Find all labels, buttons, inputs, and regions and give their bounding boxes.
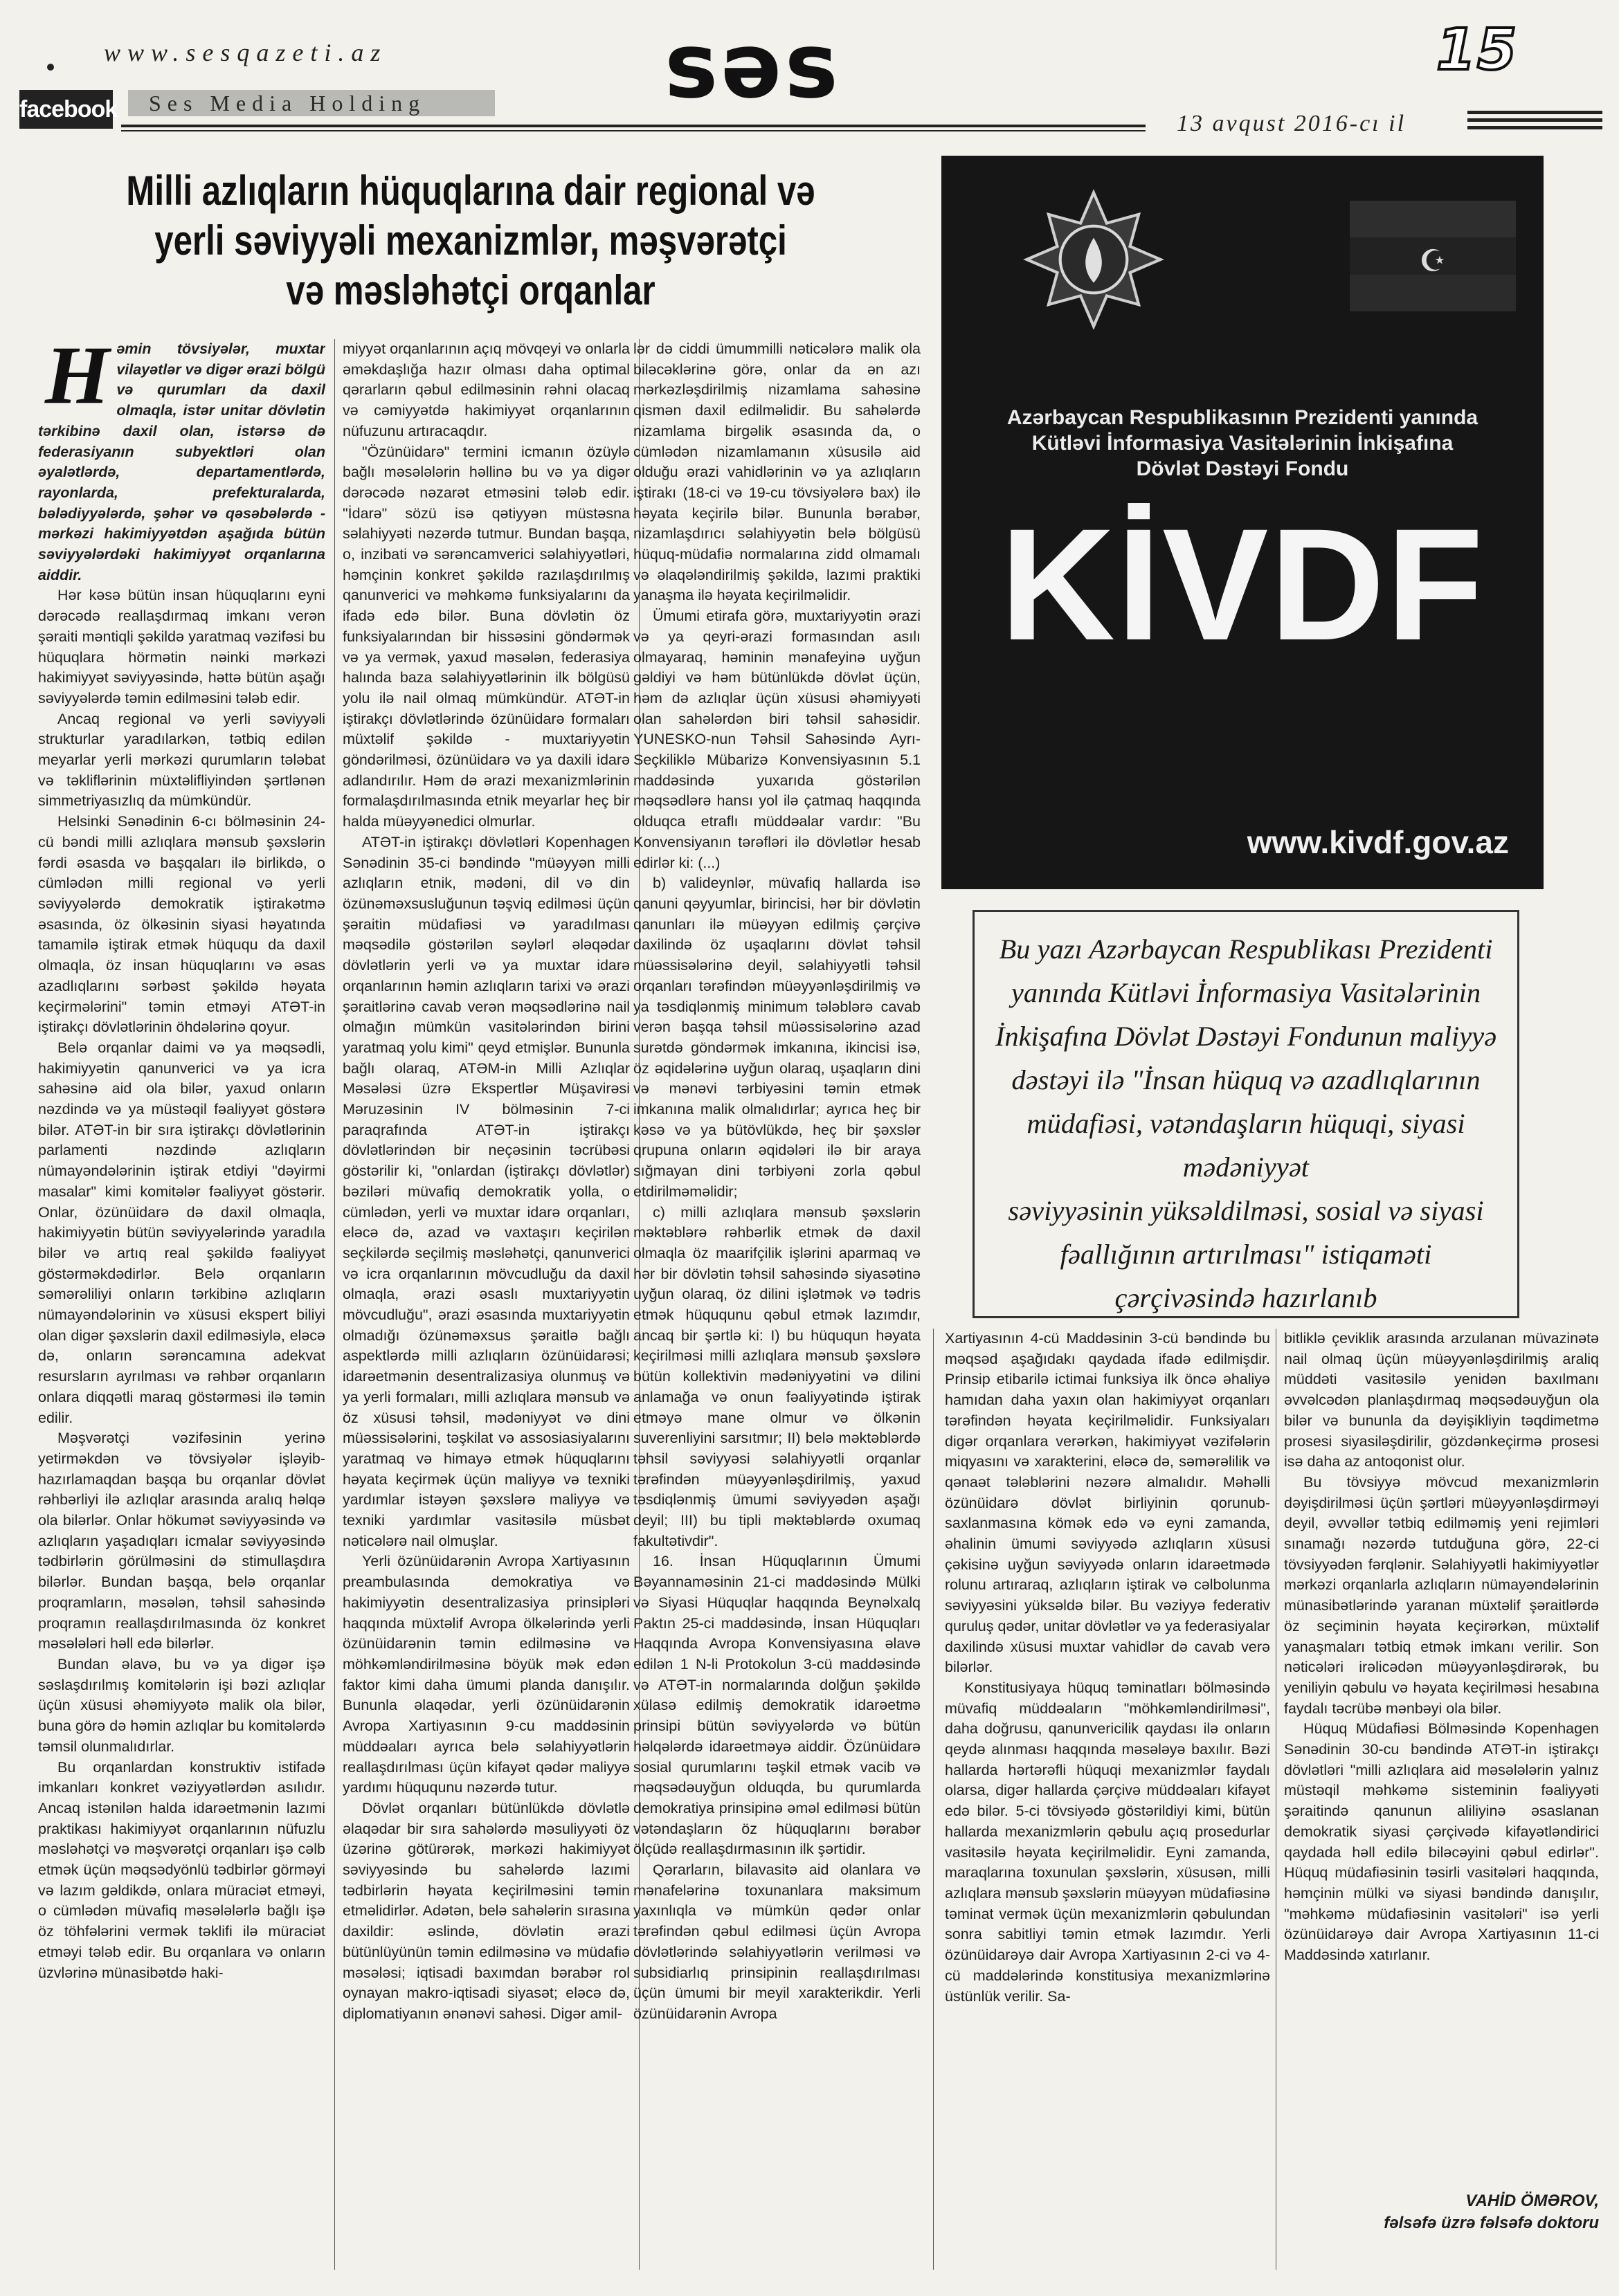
newspaper-logo: səs [664, 13, 841, 118]
drop-cap: H [45, 339, 110, 421]
paragraph: 16. İnsan Hüquqlarının Ümumi Bəyannaməsinin 21-ci maddəsində Mülki və Siyasi Hüquqlar haqqında Beynəlxalq Paktın 25-ci maddəsində, İnsan Hüquqları Haqqında Avropa Konvensiyasına əlavə edilən 1 N-li Protokolun 3-cü maddəsində və ATƏT-in normalarında dolğun şəkildə xülasə edilmiş demokratik idarəetmə prinsipi bütün səviyyələrdə və bütün həlqələrdə idarəetməyə aiddir. Özünüidarə sosial qurumlarını təşkil etmək vacib və məqsədəuyğun olduqda, bu qurumlarda demokratiya prinsipinə əməl edilməsi bütün vətəndaşların öz hüquqlarını bərabər ölçüdə reallaşdırmasının ilk şərtidir. [633, 1553, 921, 1858]
paragraph: Ümumi etirafa görə, muxtariyyətin ərazi və ya qeyri-ərazi formasından asılı olmayaraq, həminin mənafeyinə uyğun gəldiyi və həm bütünlükdə dövlət üçün, həm də azlıqlar üçün xüsusi əhəmiyyəti olan sahələrdən biri təhsil sahəsidir. YUNESKO-nun Təhsil Sahəsində Ayrı-Seçkiliklə Mübarizə Konvensiyasının 5.1 maddəsində yuxarıda göstərilən məqsədlərə hansı yol ilə çatmaq haqqında olduqca etraflı müddəalar vardır: "Bu Konvensiyanın tərəfləri ilə dövlətlər hesab edirlər ki: (...) [633, 608, 921, 871]
paragraph: Hüquq Müdafiəsi Bölməsində Kopenhagen Sənədinin 30-cu bəndində ATƏT-in iştirakçı dövlətləri "milli azlıqlara aid məsələlərin yalnız müstəqil məhkəmə sisteminin fəaliyyəti şəraitində qanunun aliliyinə əsaslanan demokratik siyasi çərçivədə kifayətləndirici qaydada həll edilə biləcəyini qəbul edirlər". Hüquq müdafiəsinin təsirli vasitələri haqqında, həmçinin mülki və siyasi bəndində danışılır, "məhkəmə müdafiəsinin vasitələri" isə yerli özünüidarəyə dair Avropa Xartiyasının 11-ci Maddəsində xatırlanır. [1284, 1720, 1599, 1964]
article-column-3 [633, 339, 921, 2270]
sponsor-note-line: səviyyəsinin yüksəldilməsi, sosial və siyasi [1008, 1195, 1484, 1226]
date-decoration-lines [1467, 111, 1602, 134]
paragraph: Helsinki Sənədinin 6-cı bölməsinin 24-cü bəndi milli azlıqlara mənsub şəxslərin fərdi əsasda və başqaları ilə birlikdə, o cümlədən milli regional və yerli səviyyələrdə demokratik iştirakətmə əsasında, öz ölkəsinin siyasi həyatında tamamilə iştirak etmək hüququ da daxil olmaqla, öz insan hüquqlarını və əsas azadlıqlarını sərbəst şəkildə həyata keçirmələrini" təmin etməyi ATƏT-in iştirakçı dövlətlərinin öhdələrinə qoyur. [38, 813, 325, 1036]
paragraph: miyyət orqanlarının açıq mövqeyi və onlarla əməkdaşlığa hazır olması daha optimal qərarların qəbul edilməsinin rəhni olacaq və cəmiyyətdə hakimiyyət orqanlarının nüfuzunu artıracaqdır. [343, 340, 630, 439]
paragraph: Bu tövsiyyə mövcud mexanizmlərin dəyişdirilməsi üçün şərtləri müəyyənləşdirməyi deyil, əvvəllər tətbiq edilməmiş yeni rejimləri sınamağı nəzərdə tutduğuna görə, 22-ci tövsiyyədən fərqlənir. Səlahiyyətli hakimiyyətlər mərkəzi orqanlarla azlıqların nümayəndələrinin münasibətlərində yaranan müxtəlif şəraitlərdə öz seçiminin həyata keçirərkən, müxtəlif yanaşmaları tətbiq etmək imkanı verilir. Son nəticələri irəlicədən müəyyənləşdirərək, bu yeniliyin qəbulu və həyata keçirilməsi hesabına faydalı təcrübə mənbəyi ola bilər. [1284, 1473, 1599, 1717]
author-title: fəlsəfə üzrə fəlsəfə doktoru [1384, 2214, 1599, 2232]
paragraph: "Özünüidarə" termini icmanın özüylə bağlı məsələlərin həllinə bu və ya digər dərəcədə nəzarət etməsini tələb edir. "İdarə" sözü isə qətiyyən müstəsna səlahiyyəti nəzərdə tutmur. Bundan başqa, o, inzibati və sərəncamverici səlahiyyətləri, həmçinin konkret şəkildə razılaşdırılmış qanunverici və məhkəmə funksiyalarını da ifadə edə bilər. Buna dövlətin öz funksiyalarından bir hissəsini göndərmək və ya vermək, yaxud məsələn, federasiya halında baza səlahiyyətlərinin ilk bölgüsü yolu ilə nail olmaq mümkündür. ATƏT-in iştirakçı dövlətlərində özünüidarə formaları müxtəlif şəkildə - muxtariyyətin göndərilməsi, özünüidarə və ya daxili idarə adlandırılır. Həm də ərazi mexanizmlərinin formalaşdırılmasında etnik meyarlar heç bir halda müəyyənedici olmurlar. [343, 443, 630, 830]
page-number: 15 [1436, 17, 1519, 83]
paragraph: b) valideynlər, müvafiq hallarda isə qanuni qəyyumlar, birincisi, hər bir dövlətin qanunları ilə müəyyən edilmiş çərçivə daxilində öz uşaqlarını dövlət təhsil müəssisələrinə deyil, səlahiyyətli təhsil orqanları tərəfindən müəyyənləşdirilmiş və ya təsdiqlənmiş minimum tələblərə cavab verən başqa təhsil müəssisələrinə azad surətdə göndərmək imkanına, ikincisi isə, öz əqidələrinə uyğun olaraq, uşaqların dini və mənəvi tərbiyəsini təmin etmək imkanına malik olmalıdırlar; ayrıca heç bir kəsə və ya bütövlükdə, heç bir şəxslər qrupuna onların əqidələri ilə bir araya sığmayan dini tərbiyəni zorla qəbul etdirilməməlidir; [633, 875, 921, 1200]
paragraph: Belə orqanlar daimi və ya məqsədli, hakimiyyətin qanunverici və ya icra sahəsinə aid ola bilər, yaxud onların nəzdində və ya müstəqil fəaliyyət göstərə bilər. ATƏT-in bir sıra iştirakçı dövlətlərinin parlamenti nəzdində azlıqların nümayəndələrinin iştirak etdiyi "dəyirmi masalar" kimi komitələr fəaliyyət göstərir. Onlar, özünüidarə də daxil olmaqla, hakimiyyətin bütün səviyyələrində yaradıla bilər və artıq real şəkildə fəaliyyət göstərməkdədirlər. Belə orqanların səmərəliliyi onların tərkibinə azlıqların nümayəndələrinin və xüsusi ekspert biliyi olan digər şəxslərin daxil edilməsiylə, eləcə də, onların sərəncamına adekvat resursların ayrılması və rəhbər orqanların onlara diqqətli maraq göstərməsi ilə təmin edilir. [38, 1039, 325, 1426]
article-column-5 [1284, 1329, 1599, 2180]
paragraph: Məşvərətçi vəzifəsinin yerinə yetirməkdən və tövsiyələr işləyib-hazırlamaqdan başqa bu orqanlar dövlət rəhbərliyi ilə azlıqlar arasında aralıq həlqə ola bilərlər. Onlar hökumət səviyyəsində və azlıqların yaşadıqları icmalar səviyyəsində tədbirlərin görülməsini də stimullaşdıra bilərlər. Bundan başqa, belə orqanlar proqramların, məsələn, təhsil sahəsində proqramın reallaşdırılmasında öz konkret məsələləri həll edə bilərlər. [38, 1430, 325, 1652]
flag-crescent-star: ☪ [1419, 244, 1447, 279]
sponsor-note [986, 927, 1505, 1320]
ad-org-line: Kütləvi İnformasiya Vasitələrinin İnkişafına [1031, 432, 1454, 455]
paragraph: Xartiyasının 4-cü Maddəsinin 3-cü bəndində bu məqsəd aşağıdakı qaydada ifadə edilmişdir. Prinsip etibarilə ictimai funksiya ilk öncə əhaliyə hamıdan daha yaxın olan hakimiyyət orqanları tərəfindən həyata keçirilməlidir. Funksiyaları digər orqanlara verərkən, hakimiyyət vəzifələrin miqyasını və xarakterini, eləcə də, səmərəlilik və qənaət tələblərini nəzərə almalıdır. Məhəlli özünüidarə dövlət birliyinin qorunub-saxlanmasına kömək edə və eyni zamanda, əhalinin ümumi səviyyədə azlıqların xüsusi çəkisinə uyğun səviyyədə onların idarəetmədə rolunu artıraraq, azlıqların iştirak və cəlbolunma səviyyəsini yüksəldə bilər. Bu vəziyyə federativ quruluş qədər, unitar dövlətlər və ya federasiyalar daxilində xüsusi muxtar vahidlər də cavab verə bilərlər. [945, 1330, 1270, 1676]
article-column-2 [343, 339, 630, 2270]
author-signature [1260, 2190, 1599, 2234]
issue-date: 13 avqust 2016-cı il [1177, 111, 1407, 136]
ad-brand: KİVDF [1000, 495, 1485, 673]
title-line: Milli azlıqların hüquqlarına dair regional və [126, 167, 815, 214]
paragraph: c) milli azlıqlara mənsub şəxslərin məktəblərə rəhbərlik etmək də daxil olmaqla öz maarifçilik işlərini aparmaq və hər bir dövlətin təhsil sahəsində siyasətinə uyğun olaraq, öz dilini işlətmək və tədris etmək hüququnu qəbul etmək lazımdır, ancaq bir şərtlə ki: I) bu hüququn həyata keçirilməsi milli azlıqlara mənsub şəxslərə bütün kollektivin mədəniyyətini və dilini anlamağa və onun fəaliyyətində iştirak etməyə mane olmur və ölkənin suverenliyini sarsıtmır; II) belə məktəblərdə təhsil səviyyəsi səlahiyyətli orqanlar tərəfindən müəyyənləşdirilmiş, yaxud təsdiqlənmiş ümumi səviyyədən aşağı deyil; III) bu tipli məktəblərdə oxumaq fakultətivdir". [633, 1203, 921, 1549]
paragraph: Konstitusiyaya hüquq təminatları bölməsində müvafiq müddəaların "möhkəmləndirilməsi", daha doğrusu, qanunvericilik qaydası ilə onların qeydə alınması haqqında məsələyə baxılır. Bəzi hallarda hərtərəfli hüquqi mexanizmlər faydalı olarsa, digər hallarda çərçivə müddəaları kifayət edə bilər. 5-ci tövsiyədə göstərildiyi kimi, bütün hallarda mexanizmlərin qəbulu açıq prosedurlar vasitəsilə həyata keçirilməlidir. Eyni zamanda, maraqlarına toxunulan şəxslərin, xüsusən, milli azlıqlara mənsub şəxslərin müəyyən müdafiəsinə təminat vermək üçün mexanizmlərin qəbulundan sonra sabitliyi təmin etmək lazımdır. Yerli özünüidarəyə dair Avropa Xartiyasının 2-ci və 4-cü maddələrində konstitusiya mexanizmlərinə üstünlük verilir. Sa- [945, 1679, 1270, 2005]
site-url[interactable]: www.sesqazeti.az [104, 39, 388, 66]
facebook-badge[interactable]: facebook [19, 90, 113, 129]
sponsor-note-line: çərçivəsində hazırlanıb [1114, 1282, 1377, 1313]
paragraph: Bu orqanlardan konstruktiv istifadə imkanları konkret vəziyyətlərdən asılıdır. Ancaq istənilən halda idarəetmənin lazımi praktikası hakimiyyət orqanlarının nüfuzlu məsləhətçi və məşvərətçi orqanları işə cəlb etmək üçün məqsədyönlü tədbirlər görməyi və lazım gəldikdə, onlara müraciət etməyi, o cümlədən müvafiq məsələlərlə bağlı işə öz töhfələrini vermək təklifi ilə müraciət etməyi tələb edir. Bu orqanlara və onların üzvlərinə münasibətdə haki- [38, 1758, 325, 1981]
column-rule [933, 1329, 934, 2270]
bullet-dot [47, 64, 54, 71]
paragraph: ATƏT-in iştirakçı dövlətləri Kopenhagen Sənədinin 35-ci bəndində "müəyyən milli azlıqların etnik, mədəni, dil və din özünəməxsusluğunun təşviq edilməsi üçün şəraitin müdafiəsi və yaradılması məqsədilə göstərilən səylərl ələqədar dövlətlərin yerli və ya muxtar idarə orqanlarının həmin azlıqların tarixi və ərazi şəraitlərinə cavab verən məqsədlərinə nail olmağın mümkün vasitələrindən birini yaratmaq yolu kimi" qeyd etmişlər. Bununla bağlı olaraq, ATƏM-in Milli Azlıqlar Məsələsi üzrə Ekspertlər Müşavirəsi Məruzəsinin IV bölməsinin 7-ci paraqrafında ATƏT-in iştirakçı dövlətlərindən bir neçəsinin təcrübəsi göstərilir ki, "onlardan (iştirakçı dövlətlər) bəziləri müvafiq demokratik yolla, o cümlədən, yerli və muxtar idarə orqanları, eləcə də, azad və vaxtaşırı keçirilən seçkilərdə seçilmiş məsləhətçi, qanunverici və icra orqanlarının mövcudluğu da daxil olmaqla, ərazi əsaslı muxtariyyətin mövcudluğu", ərazi əsasında muxtariyyətin olmadığı özünəməxsus şəraitlə bağlı aspektlərdə milli azlıqların özünüidarəsi; idarəetmənin desentralizasiya olunmuş və ya yerli formaları, milli azlıqlara mənsub və öz xüsusi təhsil, mədəniyyət və dini müəssisələrini, təşkilat və assosiasiyalarını yaratmaq və himayə etmək hüquqlarını həyata keçirmək üçün maliyyə və texniki yardımlar istəyən şəxslərə maliyyə və texniki yardımlar vasitəsilə müsbət nəticələrə nail olmuşlar. [343, 833, 630, 1549]
ad-url-link[interactable]: www.kivdf.gov.az [1247, 824, 1509, 860]
article-column-1 [38, 339, 325, 2270]
article-title [119, 166, 823, 316]
paragraph: Dövlət orqanları bütünlükdə dövlətlə əlaqədar bir sıra sahələrdə məsuliyyəti öz üzərinə götürərək, mərkəzi hakimiyyət səviyyəsində bu sahələrdə lazımi tədbirlərin həyata keçirilməsini təmin etməlidirlər. Adətən, belə sahələrin sırasına daxildir: əslində, dövlətin ərazi bütünlüyünün təmin edilməsinə və müdafiə məsələsi; iqtisadi baxımdan bərabər rol oynayan makro-iqtisadi siyasət; eləcə də, diplomatiyanın ənənəvi sahəsi. Digər amil- [343, 1799, 630, 2022]
paragraph: bitliklə çeviklik arasında arzulanan müvazinətə nail olmaq üçün müəyyənləşdirilmiş araliq müddəti vasitəsilə yenidən baxılmanı əvvəlcədən planlaşdırmaq məqsədəuyğun ola bilər və bununla da dəyişikliyin təqdimetmə prosesi siyasiləşdirilir, gözdənkeçirmə prosesi isə daha az antoqonist olur. [1284, 1330, 1599, 1470]
header-rule-thin [121, 130, 1146, 131]
ad-org-line: Dövlət Dəstəyi Fondu [1136, 457, 1349, 480]
ad-org-line: Azərbaycan Respublikasının Prezidenti yanında [1006, 406, 1478, 429]
paragraph: lər də ciddi ümummilli nəticələrə malik ola biləcəklərinə görə, onlar da ən azı mərkəzləşdirilmiş nizamlama sahəsinə qismən daxil edilməlidir. Bu sahələrdə nizamlama birgəlik əsasında da, o cümlədən nizamlamanın xüsusilə aid olduğu ərazi vahidlərinin və ya azlıqların iştirakı (18-ci və 19-cu tövsiyələrə bax) ilə həyata keçirilə bilər. Bununla bərabər, nizamlaşdırıcı səlahiyyətin belə bölgüsü hüquq-müdafiə normalarına zidd olmamalı və əlaqələndirilmiş şəkildə, lazımi praktiki yanaşma ilə həyata keçirilməlidir. [633, 340, 921, 604]
article-lead: əmin tövsiyələr, muxtar vilayətlər və digər ərazi bölgü və qurumları da daxil olmaqla, istər unitar dövlətin tərkibinə daxil olan, istərsə də federasiyanın subyektləri olan əyalətlərdə, departamentlərdə, rayonlarda, prefekturalarda, bələdiyyələrdə, şəhər və qəsəbələrdə - mərkəzi hakimiyyətdən aşağıda bütün səviyyələrdəki hakimiyyət orqanlarına aiddir. [38, 340, 325, 583]
title-line: və məsləhətçi orqanlar [286, 267, 655, 313]
title-line: yerli səviyyəli mexanizmlər, məşvərətçi [154, 217, 787, 264]
column-rule [334, 339, 335, 2270]
sponsor-note-line: yanında Kütləvi İnformasiya Vasitələrinin [1011, 977, 1481, 1008]
paragraph: Qərarların, bilavasitə aid olanlara və mənafelərinə toxunanlara maksimum yaxınlıqla və mümkün qədər onlar tərəfindən qəbul edilməsi üçün Avropa dövlətlərində səlahiyyətlərin verilməsi və subsidiarlıq prinsipinin reallaşdırılması üçün ümumi bir meyil xarakterikdir. Yerli özünüidarənin Avropa [633, 1861, 921, 2022]
paragraph: Bundan əlavə, bu və ya digər işə səslaşdırılmış komitələrin işi bəzi azlıqlar üçün xüsusi əhəmiyyətə malik ola bilər, buna görə də həmin azlıqlar bu komitələrdə təmsil olunmalıdırlar. [38, 1656, 325, 1755]
sponsor-note-line: müdafiəsi, vətəndaşların hüquqi, siyasi mədəniyyət [1026, 1108, 1465, 1183]
paragraph: Hər kəsə bütün insan hüquqlarını eyni dərəcədə reallaşdırmaq imkanı verən şəraiti məntiqli şəkildə yaratmaq vəzifəsi bu hüquqlara hörmətin nəinki mərkəzi hakimiyyət səviyyəsində, həttə bütün aşağı səviyyələrdə təmin edilməsini tələb edir. [38, 587, 325, 707]
azerbaijan-emblem-icon [1021, 187, 1166, 332]
sponsor-note-line: fəallığının artırılması" istiqaməti [1060, 1239, 1432, 1270]
sponsor-note-line: Bu yazı Azərbaycan Respublikası Prezidenti [999, 933, 1493, 965]
holding-label: Ses Media Holding [128, 90, 495, 116]
sponsor-note-line: dəstəyi ilə "İnsan hüquq və azadlıqlarının [1011, 1064, 1481, 1095]
header-rule [121, 125, 1146, 127]
sponsor-note-line: İnkişafına Dövlət Dəstəyi Fondunun maliyyə [995, 1021, 1497, 1052]
ad-organization [941, 405, 1544, 482]
article-column-4 [945, 1329, 1270, 2270]
paragraph: Ancaq regional və yerli səviyyəli strukturlar yaradılarkən, tətbiq edilən meyarlar yerli mərkəzi qurumların tələbat və təkliflərinin müxtəlifliyindən şərtlənən simmetriyasızlıq da mümkündür. [38, 710, 325, 810]
paragraph: Yerli özünüidarənin Avropa Xartiyasının preambulasında demokratiya və hakimiyyətin desentralizasiya prinsipləri haqqında müxtəlif Avropa ölkələrində yerli özünüidarənin təmin edilməsinə və möhkəmləndirilməsinə böyük mək edən faktor kimi daha ümumi planda danışılır. Bununla əlaqədar, yerli özünüidarənin Avropa Xartiyasının 9-cu maddəsinin müddəaları ayrıca belə səlahiyyətlərin reallaşdırılması üçün kifayət qədər maliyyə yardımı hüququnu nəzərdə tutur. [343, 1553, 630, 1796]
author-name: VAHİD ÖMƏROV, [1465, 2192, 1599, 2210]
azerbaijan-flag-icon [1350, 201, 1516, 311]
